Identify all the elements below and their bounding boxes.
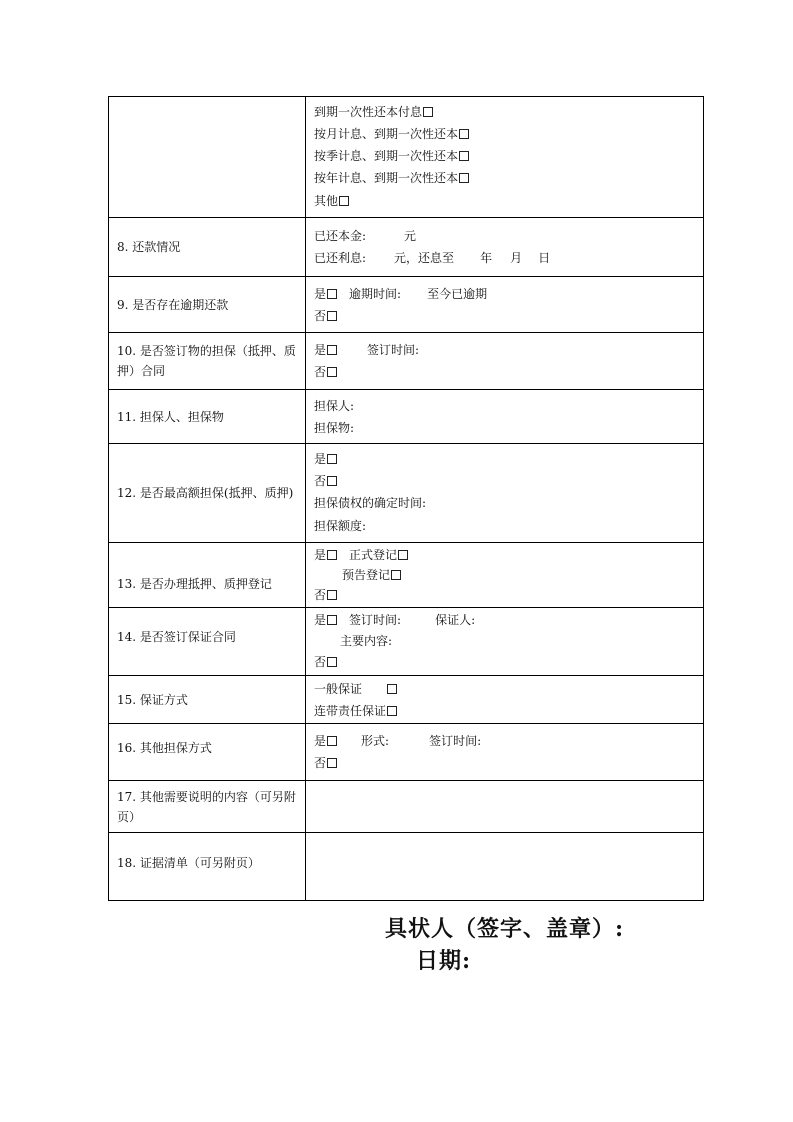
- guarantee-yes-line: [314, 610, 697, 631]
- other-no-line: [314, 752, 697, 774]
- pre-checkbox[interactable]: [391, 570, 401, 580]
- yes-label: 是: [314, 286, 327, 301]
- registration-no-line: [314, 585, 697, 605]
- row-repayment-method: [109, 97, 704, 218]
- sign-time-label: 签订时间:: [349, 613, 402, 627]
- yes-checkbox[interactable]: [327, 454, 337, 464]
- no-checkbox[interactable]: [327, 758, 337, 768]
- signature-label: 具状人（签字、盖章）:: [385, 916, 625, 942]
- guarantor-field[interactable]: 担保人:: [314, 398, 355, 413]
- row-label: 17. 其他需要说明的内容（可另附页）: [109, 781, 306, 833]
- row-other-notes: [109, 781, 704, 833]
- checkbox[interactable]: [459, 129, 469, 139]
- no-label: 否: [314, 756, 327, 770]
- interest-repaid-field[interactable]: [314, 247, 697, 269]
- guarantee-no-line: [314, 652, 697, 673]
- option-label: 其他: [314, 194, 339, 208]
- row-label: 12. 是否最高额担保(抵押、质押): [109, 444, 306, 543]
- joint-checkbox[interactable]: [387, 706, 397, 716]
- interest-text: 元，还息至: [394, 251, 455, 265]
- yes-checkbox[interactable]: [327, 615, 337, 625]
- row-label: 9. 是否存在逾期还款: [109, 277, 306, 333]
- other-yes-line: [314, 730, 697, 752]
- confirm-time-field[interactable]: 担保债权的确定时间:: [314, 496, 427, 510]
- principal-repaid-field[interactable]: [314, 225, 697, 247]
- month-label: 月: [510, 251, 523, 265]
- row-guarantee-method: [109, 676, 704, 724]
- yes-label: 是: [314, 452, 327, 466]
- option-monthly[interactable]: [314, 123, 697, 145]
- row-evidence-list: [109, 833, 704, 901]
- row-label: 11. 担保人、担保物: [109, 390, 306, 444]
- general-checkbox[interactable]: [387, 684, 397, 694]
- row-label: 16. 其他担保方式: [109, 724, 306, 781]
- day-label: 日: [538, 251, 551, 265]
- row-label: 14. 是否签订保证合同: [109, 608, 306, 676]
- overdue-yes-line: [314, 283, 697, 305]
- row-label: 18. 证据清单（可另附页）: [109, 833, 306, 901]
- max-yes-line: [314, 448, 697, 470]
- main-content-line[interactable]: [314, 631, 697, 652]
- sign-time-label: 签订时间:: [367, 343, 420, 357]
- option-lump-sum[interactable]: [314, 101, 697, 123]
- pre-registration-line: [314, 565, 697, 585]
- checkbox[interactable]: [339, 196, 349, 206]
- yes-checkbox[interactable]: [327, 550, 337, 560]
- sign-time-label: 签订时间:: [429, 734, 482, 748]
- option-label: 到期一次性还本付息: [314, 105, 423, 119]
- guarantee-method-fields: [306, 676, 704, 724]
- yes-checkbox[interactable]: [327, 345, 337, 355]
- yes-label: 是: [314, 548, 327, 562]
- option-label: 按月计息、到期一次性还本: [314, 127, 459, 141]
- row-other-guarantee: [109, 724, 704, 781]
- joint-label: 连带责任保证: [314, 703, 387, 718]
- checkbox[interactable]: [459, 173, 469, 183]
- no-checkbox[interactable]: [327, 311, 337, 321]
- overdue-fields: [306, 277, 704, 333]
- yes-checkbox[interactable]: [327, 736, 337, 746]
- general-guarantee-option[interactable]: [314, 678, 697, 700]
- formal-label: 正式登记: [349, 548, 398, 562]
- row-label: [109, 97, 306, 218]
- other-guarantee-fields: [306, 724, 704, 781]
- yes-label: 是: [314, 734, 327, 748]
- repayment-method-options: [306, 97, 704, 218]
- yes-label: 是: [314, 343, 327, 357]
- until-now-label: 至今已逾期: [427, 286, 488, 301]
- registration-yes-line: [314, 545, 697, 565]
- registration-fields: [306, 543, 704, 608]
- principal-unit: 元: [404, 229, 417, 243]
- guarantor-label: 保证人:: [435, 613, 476, 627]
- other-notes-field[interactable]: [306, 781, 704, 833]
- option-quarterly[interactable]: [314, 145, 697, 167]
- claim-form-table: [108, 96, 704, 901]
- option-label: 按年计息、到期一次性还本: [314, 171, 459, 185]
- yes-checkbox[interactable]: [327, 289, 337, 299]
- interest-label: 已还利息:: [314, 251, 367, 265]
- yes-label: 是: [314, 613, 327, 627]
- evidence-list-field[interactable]: [306, 833, 704, 901]
- row-guarantee-contract: [109, 608, 704, 676]
- row-label: 13. 是否办理抵押、质押登记: [109, 543, 306, 608]
- year-label: 年: [480, 251, 493, 265]
- security-no-line: [314, 361, 697, 383]
- security-contract-fields: [306, 333, 704, 390]
- option-other[interactable]: [314, 189, 697, 213]
- collateral-field[interactable]: 担保物:: [314, 420, 355, 435]
- principal-label: 已还本金:: [314, 229, 367, 243]
- no-label: 否: [314, 474, 327, 488]
- form-label: 形式:: [361, 734, 390, 748]
- max-no-line: [314, 470, 697, 492]
- guarantee-amount-field[interactable]: 担保额度:: [314, 519, 367, 533]
- guarantor-fields: [306, 390, 704, 444]
- no-checkbox[interactable]: [327, 657, 337, 667]
- no-checkbox[interactable]: [327, 476, 337, 486]
- option-label: 按季计息、到期一次性还本: [314, 149, 459, 163]
- row-guarantor: [109, 390, 704, 444]
- checkbox[interactable]: [459, 151, 469, 161]
- maximum-guarantee-fields: [306, 444, 704, 543]
- row-security-contract: [109, 333, 704, 390]
- overdue-time-label: 逾期时间:: [349, 286, 402, 301]
- guarantee-contract-fields: [306, 608, 704, 676]
- overdue-no-line: [314, 305, 697, 327]
- no-label: 否: [314, 365, 327, 379]
- row-maximum-guarantee: [109, 444, 704, 543]
- row-registration: [109, 543, 704, 608]
- general-label: 一般保证: [314, 681, 363, 696]
- row-label: 15. 保证方式: [109, 676, 306, 724]
- repayment-status-fields: [306, 218, 704, 277]
- no-checkbox[interactable]: [327, 367, 337, 377]
- no-label: 否: [314, 655, 327, 669]
- no-label: 否: [314, 588, 327, 602]
- checkbox[interactable]: [423, 107, 433, 117]
- formal-checkbox[interactable]: [398, 550, 408, 560]
- row-overdue: [109, 277, 704, 333]
- main-content-label: 主要内容:: [340, 634, 393, 648]
- pre-label: 预告登记: [342, 568, 391, 582]
- row-label: 10. 是否签订物的担保（抵押、质押）合同: [109, 333, 306, 390]
- option-yearly[interactable]: [314, 167, 697, 189]
- row-label: 8. 还款情况: [109, 218, 306, 277]
- no-label: 否: [314, 308, 327, 323]
- security-yes-line: [314, 339, 697, 361]
- row-repayment-status: [109, 218, 704, 277]
- date-label: 日期:: [416, 948, 472, 974]
- no-checkbox[interactable]: [327, 590, 337, 600]
- joint-guarantee-option[interactable]: [314, 700, 697, 722]
